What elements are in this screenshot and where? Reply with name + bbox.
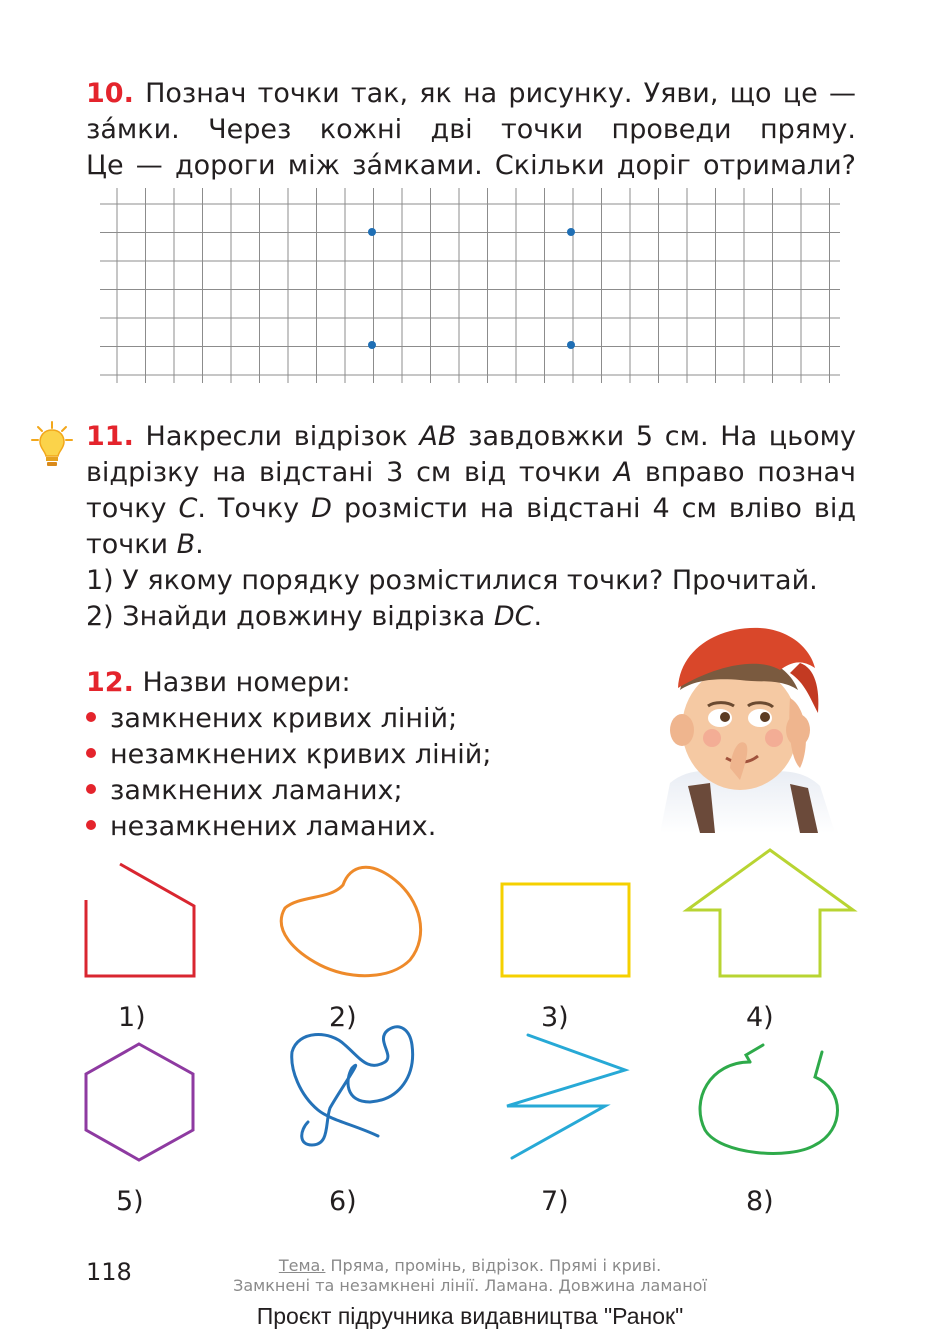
task-10-line3: Це — дороги між за́мками. Скільки доріг отримали? <box>86 150 856 181</box>
task-11-question-1: 1) У якому порядку розмістилися точки? Прочитай. <box>86 565 818 596</box>
bullet-icon <box>86 820 96 830</box>
bullet-icon <box>86 784 96 794</box>
page-number: 118 <box>86 1258 132 1286</box>
boy-illustration <box>640 618 845 833</box>
figure-3 <box>502 884 629 976</box>
figure-label-3: 3) <box>541 1002 569 1033</box>
castle-point-4 <box>567 341 575 349</box>
list-item: незамкнених кривих ліній; <box>86 737 606 773</box>
figure-1 <box>86 864 194 976</box>
task-12-number: 12. <box>86 667 134 698</box>
figure-8 <box>700 1052 837 1153</box>
project-note: Проєкт підручника видавництва "Ранок" <box>256 1303 684 1329</box>
figure-4 <box>687 850 853 976</box>
task-10-line2: за́мки. Через кожні дві точки проведи пряму. <box>86 114 856 145</box>
task-10-line1: Познач точки так, як на рисунку. Уяви, що це — <box>145 78 856 109</box>
theme-label: Тема. <box>278 1256 326 1275</box>
figure-label-6: 6) <box>329 1186 357 1217</box>
bullet-icon <box>86 748 96 758</box>
figure-label-7: 7) <box>541 1186 569 1217</box>
figure-label-2: 2) <box>329 1002 357 1033</box>
figure-label-5: 5) <box>116 1186 144 1217</box>
lightbulb-icon <box>30 420 76 472</box>
list-item: замкнених ламаних; <box>86 773 606 809</box>
castle-point-3 <box>368 341 376 349</box>
task-11: 11. Накресли відрізок AB завдовжки 5 см. На цьому відрізку на відстані 3 см від точки A вправо познач точку C. Точку D розмісти на відстані 4 см вліво від точки B. 1) У якому порядку розмістилися точки? Прочитай. 2) Знайди довжину відрізка DC. <box>86 421 856 632</box>
task-12-intro: Назви номери: <box>142 667 351 698</box>
task-12 <box>86 665 606 845</box>
footer-theme: Тема. Пряма, промінь, відрізок. Прямі і криві. Замкнені та незамкнені лінії. Ламана. Довжина ламаної <box>233 1256 707 1295</box>
castle-point-2 <box>567 228 575 236</box>
task-10 <box>86 76 856 184</box>
list-item: незамкнених ламаних. <box>86 809 606 845</box>
bullet-icon <box>86 712 96 722</box>
figure-5 <box>86 1044 193 1160</box>
castle-point-1 <box>368 228 376 236</box>
figure-label-8: 8) <box>746 1186 774 1217</box>
list-item: замкнених кривих ліній; <box>86 701 606 737</box>
figure-2 <box>281 867 420 975</box>
figure-label-4: 4) <box>746 1002 774 1033</box>
figure-7 <box>507 1035 625 1158</box>
figure-label-1: 1) <box>118 1002 146 1033</box>
dot-grid <box>100 188 845 388</box>
figure-6 <box>292 1027 413 1145</box>
task-10-number: 10. <box>86 78 134 109</box>
figure-8-tail <box>746 1045 763 1062</box>
task-11-number: 11. <box>86 421 134 452</box>
